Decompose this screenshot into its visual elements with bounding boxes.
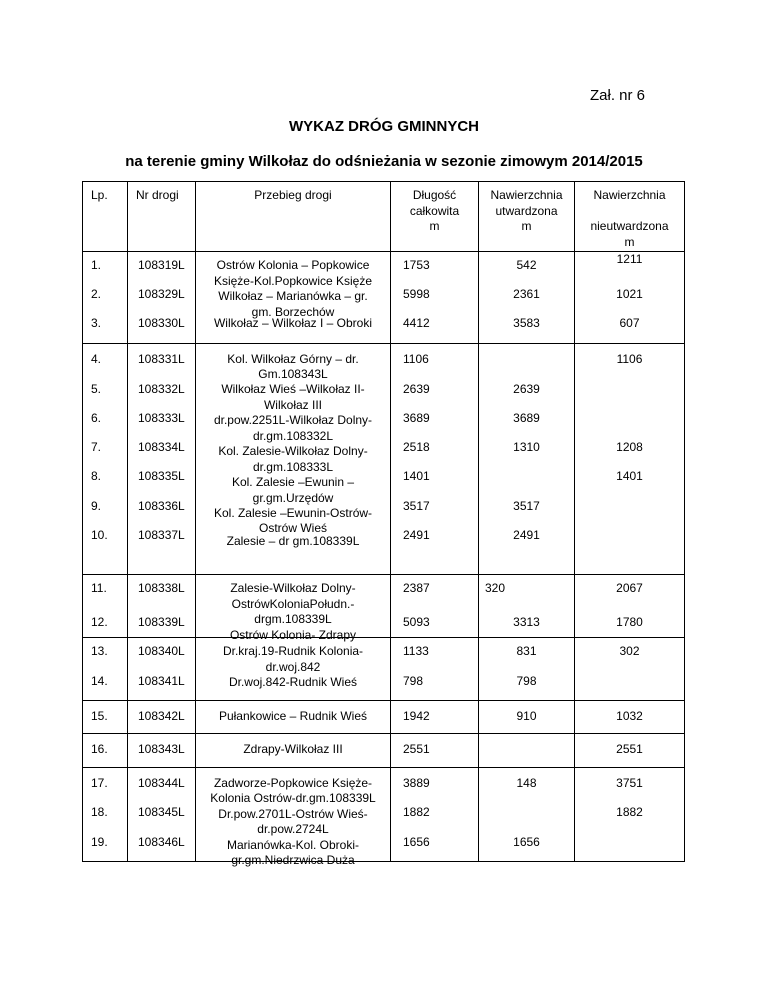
route-text: Kol. Zalesie-Wilkołaz Dolny- [218, 444, 368, 458]
paved-cell [479, 701, 575, 734]
unpaved-cell [575, 734, 685, 768]
length-text: 5998 [403, 287, 430, 301]
length-text: 2551 [403, 742, 430, 756]
length-text: 1656 [403, 835, 430, 849]
header-unpaved-line: nieutwardzona [590, 219, 669, 233]
route-text: dr.gm.108333L [252, 460, 334, 474]
lp-text: 15. [91, 709, 108, 723]
unpaved-cell [575, 575, 685, 638]
route-text: gm. Borzechów [251, 305, 335, 319]
lp-text: 13. [91, 644, 108, 658]
road-number-cell [128, 344, 196, 575]
road-number-cell [128, 252, 196, 344]
header-length-line: całkowita [409, 203, 460, 218]
lp-cell [83, 344, 128, 575]
header-unpaved-line: Nawierzchnia [593, 188, 666, 202]
paved-cell [479, 252, 575, 344]
paved-text: 1656 [513, 835, 540, 849]
paved-cell [479, 638, 575, 701]
length-text: 1882 [403, 805, 430, 819]
route-text: Ostrów Wieś [258, 521, 327, 535]
unpaved-text: 2551 [616, 742, 643, 756]
lp-text: 5. [91, 382, 102, 396]
length-cell [391, 252, 479, 344]
road-number-cell [128, 734, 196, 768]
unpaved-text: 302 [619, 644, 640, 658]
road-number-text: 108335L [138, 469, 185, 483]
unpaved-cell [575, 252, 685, 344]
unpaved-text: 1021 [616, 287, 643, 301]
header-unpaved [575, 182, 685, 252]
route-text: Pułankowice – Rudnik Wieś [218, 709, 368, 723]
header-length-line: m [429, 219, 440, 233]
route-cell [196, 734, 391, 768]
unpaved-text: 2067 [616, 581, 643, 595]
table-row [83, 344, 685, 575]
length-cell [391, 734, 479, 768]
route-text: OstrówKoloniaPołudn.- [231, 597, 355, 611]
road-number-text: 108337L [138, 528, 185, 542]
road-number-cell [128, 575, 196, 638]
route-text: dr.woj.842 [265, 660, 321, 674]
lp-cell [83, 638, 128, 701]
route-cell [196, 575, 391, 642]
route-text: Zalesie-Wilkołaz Dolny- [230, 581, 356, 595]
length-text: 1133 [403, 644, 429, 658]
table-header-row [83, 182, 685, 252]
attachment-number: Zał. nr 6 [590, 87, 646, 104]
paved-cell [479, 344, 575, 575]
road-number-text: 108341L [138, 674, 185, 688]
road-number-text: 108346L [138, 835, 185, 849]
paved-text: 148 [516, 776, 537, 790]
route-text: Dr.woj.842-Rudnik Wieś [228, 675, 358, 689]
road-number-text: 108332L [138, 382, 185, 396]
length-text: 3517 [403, 499, 430, 513]
unpaved-cell [575, 344, 685, 575]
route-cell [196, 768, 391, 867]
length-text: 5093 [403, 615, 430, 629]
road-number-text: 108343L [138, 742, 185, 756]
roads-table [82, 181, 685, 867]
road-number-text: 108329L [138, 287, 185, 301]
paved-text: 2361 [513, 287, 540, 301]
route-text: Ostrów Kolonia- Zdrapy [229, 628, 357, 642]
paved-cell [479, 768, 575, 862]
header-road-number: Nr drogi [128, 182, 196, 252]
header-route: Przebieg drogi [196, 182, 391, 252]
length-cell [391, 575, 479, 638]
route-text: Wilkołaz – Wilkołaz I – Obroki [213, 316, 373, 330]
paved-text: 3689 [513, 411, 540, 425]
route-cell [196, 344, 391, 575]
road-number-text: 108319L [138, 258, 185, 272]
route-cell [196, 252, 391, 344]
route-text: Kol. Zalesie –Ewunin – [231, 475, 355, 489]
header-paved-line: utwardzona [495, 203, 558, 218]
length-text: 2639 [403, 382, 430, 396]
road-number-text: 108342L [138, 709, 185, 723]
road-number-cell [128, 638, 196, 701]
route-text: Zdrapy-Wilkołaz III [243, 742, 343, 756]
lp-text: 4. [91, 352, 102, 366]
length-text: 3889 [403, 776, 430, 790]
lp-text: 3. [91, 316, 102, 330]
lp-text: 7. [91, 440, 102, 454]
road-number-text: 108340L [138, 644, 185, 658]
route-text: Dr.pow.2701L-Ostrów Wieś- [218, 807, 368, 821]
road-number-text: 108333L [138, 411, 185, 425]
length-text: 2387 [403, 581, 430, 595]
route-text: Wilkołaz – Marianówka – gr. [218, 289, 368, 303]
route-text: Dr.kraj.19-Rudnik Kolonia- [222, 644, 364, 658]
route-text: dr.pow.2724L [257, 822, 329, 836]
header-paved-line: m [521, 219, 532, 233]
lp-cell [83, 252, 128, 344]
lp-text: 9. [91, 499, 102, 513]
route-text: Marianówka-Kol. Obroki- [226, 838, 360, 852]
lp-cell [83, 701, 128, 734]
length-text: 2491 [403, 528, 430, 542]
header-lp: Lp. [83, 182, 128, 252]
lp-text: 11. [91, 581, 107, 595]
road-number-text: 108336L [138, 499, 185, 513]
unpaved-cell [575, 638, 685, 701]
route-text: dr.pow.2251L-Wilkołaz Dolny- [213, 413, 373, 427]
route-text: gr.gm.Niedrzwica Duża [231, 853, 355, 867]
lp-cell [83, 768, 128, 862]
road-number-text: 108331L [138, 352, 185, 366]
document-title: WYKAZ DRÓG GMINNYCH [289, 118, 479, 135]
lp-text: 1. [91, 258, 102, 272]
lp-text: 2. [91, 287, 102, 301]
lp-text: 18. [91, 805, 108, 819]
header-unpaved-line [575, 204, 684, 220]
length-text: 1942 [403, 709, 430, 723]
road-number-text: 108339L [138, 615, 185, 629]
lp-cell [83, 575, 128, 638]
paved-text: 3517 [513, 499, 540, 513]
unpaved-text: 3751 [616, 776, 643, 790]
lp-text: 19. [91, 835, 108, 849]
length-cell [391, 344, 479, 575]
paved-text: 542 [516, 258, 537, 272]
length-text: 1106 [403, 352, 429, 366]
table-row [83, 734, 685, 768]
length-text: 1401 [403, 469, 430, 483]
route-text: gr.gm.Urzędów [252, 491, 334, 505]
paved-text: 2639 [513, 382, 540, 396]
header-length [391, 182, 479, 252]
length-cell [391, 701, 479, 734]
lp-cell [83, 734, 128, 768]
route-text: Kolonia Ostrów-dr.gm.108339L [210, 791, 376, 805]
route-cell [196, 638, 391, 701]
lp-text: 8. [91, 469, 102, 483]
paved-cell [479, 734, 575, 768]
road-number-text: 108338L [138, 581, 185, 595]
table-row [83, 575, 685, 638]
lp-text: 6. [91, 411, 102, 425]
lp-text: 16. [91, 742, 108, 756]
paved-text: 3583 [513, 316, 540, 330]
paved-text: 2491 [513, 528, 540, 542]
unpaved-text: 607 [619, 316, 640, 330]
route-text: Zalesie – dr gm.108339L [226, 534, 360, 548]
paved-cell [479, 575, 575, 638]
road-number-text: 108334L [138, 440, 185, 454]
lp-text: 10. [91, 528, 108, 542]
length-cell [391, 638, 479, 701]
paved-text: 320 [485, 581, 506, 595]
lp-text: 14. [91, 674, 108, 688]
table-row [83, 252, 685, 344]
route-text: Gm.108343L [258, 367, 328, 381]
unpaved-text: 1106 [616, 352, 643, 366]
route-text: dr.gm.108332L [252, 429, 334, 443]
route-text: Kol. Zalesie –Ewunin-Ostrów- [213, 506, 373, 520]
unpaved-text: 1780 [616, 615, 643, 629]
road-number-cell [128, 768, 196, 862]
route-text: drgm.108339L [254, 612, 332, 626]
length-text: 4412 [403, 316, 430, 330]
unpaved-cell [575, 768, 685, 862]
lp-text: 12. [91, 615, 108, 629]
header-unpaved-line: m [624, 234, 635, 249]
paved-text: 910 [516, 709, 537, 723]
unpaved-cell [575, 701, 685, 734]
unpaved-text: 1211 [616, 252, 643, 266]
table-row [83, 638, 685, 701]
road-number-text: 108344L [138, 776, 185, 790]
table-row [83, 701, 685, 734]
paved-text: 3313 [513, 615, 540, 629]
road-number-text: 108330L [138, 316, 185, 330]
route-text: Księże-Kol.Popkowice Księże [213, 274, 373, 288]
road-number-cell [128, 701, 196, 734]
length-text: 2518 [403, 440, 430, 454]
header-paved-line: Nawierzchnia [490, 188, 563, 202]
route-cell [196, 701, 391, 734]
route-text: Zadworze-Popkowice Księże- [213, 776, 373, 790]
length-text: 798 [403, 674, 424, 688]
paved-text: 831 [516, 644, 537, 658]
length-text: 3689 [403, 411, 430, 425]
paved-text: 798 [516, 674, 537, 688]
header-length-line: Długość [412, 188, 457, 202]
document-subtitle: na terenie gminy Wilkołaz do odśnieżania w sezonie zimowym 2014/2015 [125, 153, 643, 170]
length-text: 1753 [403, 258, 430, 272]
table-row [83, 768, 685, 862]
paved-text: 1310 [513, 440, 540, 454]
route-text: Wilkołaz Wieś –Wilkołaz II- [221, 382, 365, 396]
unpaved-text: 1401 [616, 469, 643, 483]
route-text: Kol. Wilkołaz Górny – dr. [227, 352, 359, 366]
unpaved-text: 1032 [616, 709, 643, 723]
lp-text: 17. [91, 776, 108, 790]
route-text: Wilkołaz III [263, 398, 322, 412]
unpaved-text: 1882 [616, 805, 643, 819]
route-text: Ostrów Kolonia – Popkowice [216, 258, 370, 272]
header-paved [479, 182, 575, 252]
length-cell [391, 768, 479, 862]
unpaved-text: 1208 [616, 440, 643, 454]
road-number-text: 108345L [138, 805, 185, 819]
